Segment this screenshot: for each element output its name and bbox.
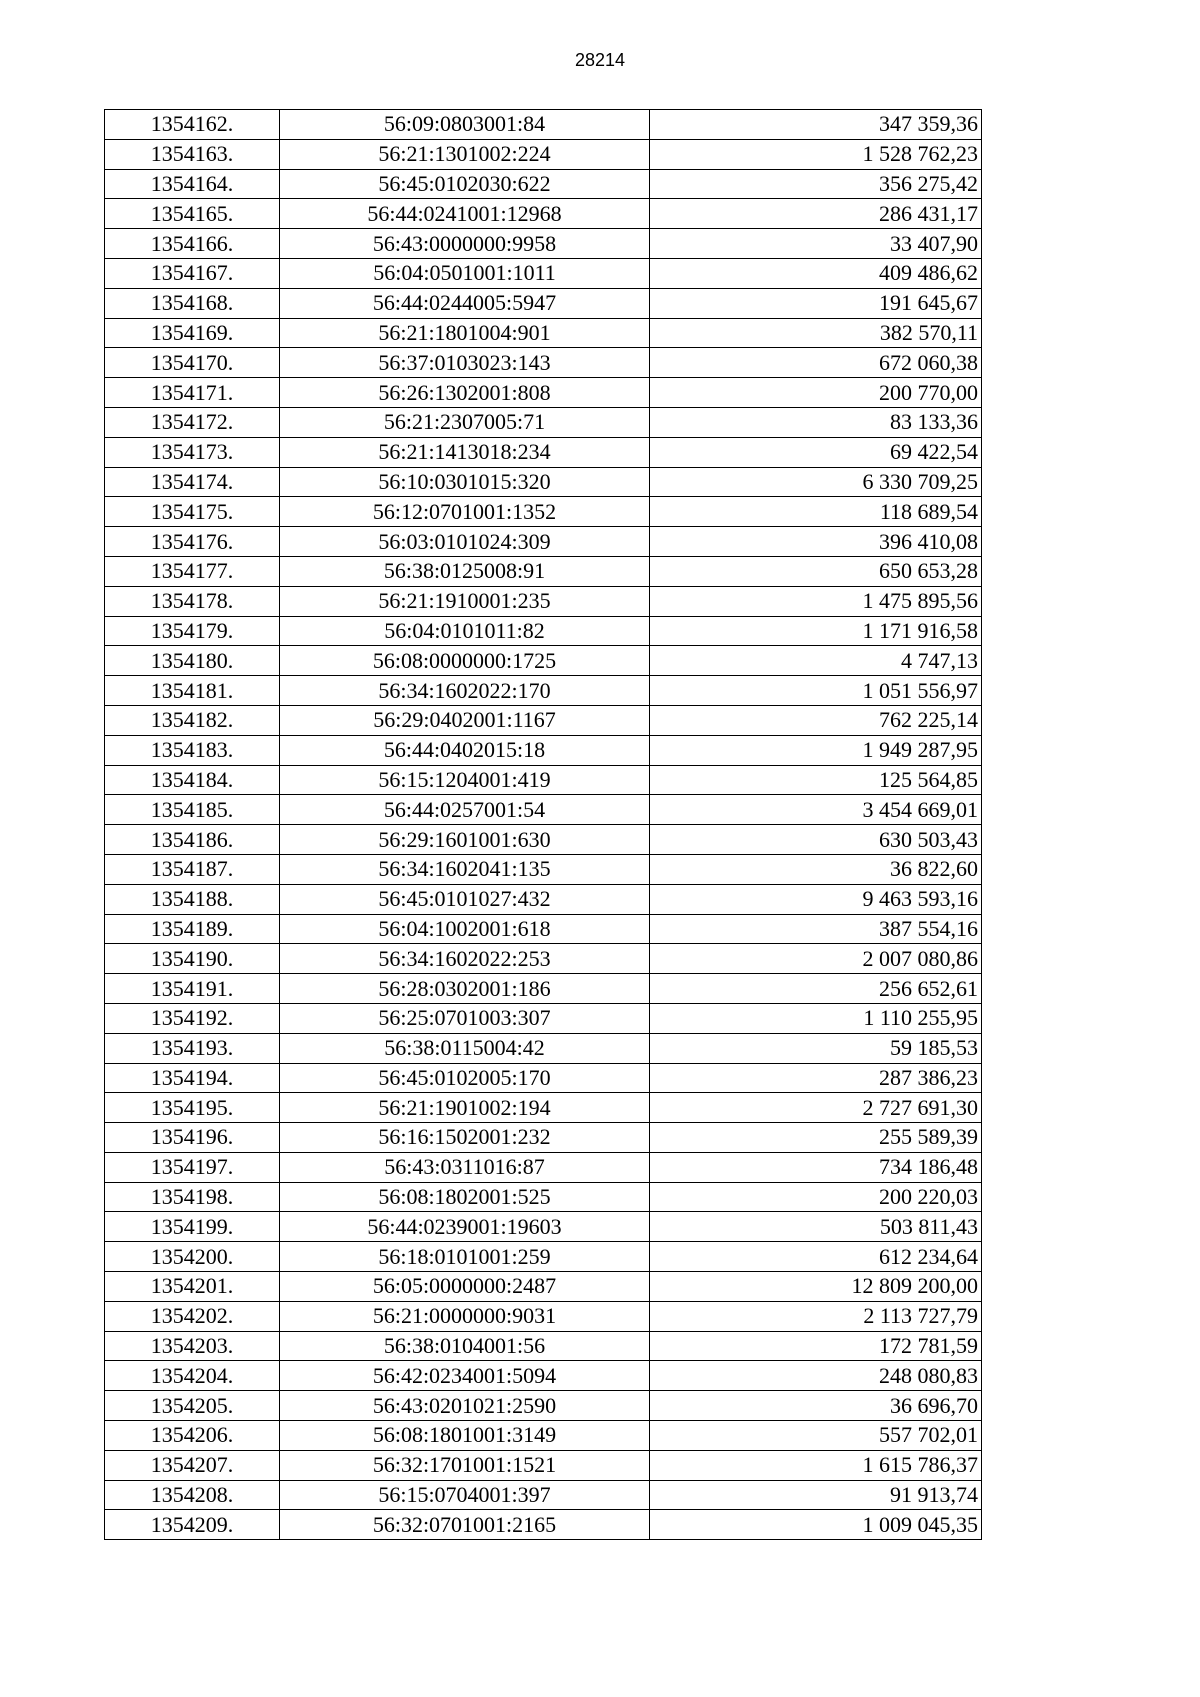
row-number-cell: 1354206.	[105, 1421, 280, 1451]
row-number-cell: 1354165.	[105, 199, 280, 229]
table-row	[105, 199, 982, 229]
cadastral-value-cell: 4 747,13	[650, 646, 982, 676]
cadastral-value-cell: 118 689,54	[650, 497, 982, 527]
row-number-cell: 1354164.	[105, 169, 280, 199]
cadastral-number-cell: 56:29:1601001:630	[280, 825, 650, 855]
table-row	[105, 556, 982, 586]
cadastral-number-cell: 56:21:1801004:901	[280, 318, 650, 348]
cadastral-number-cell: 56:09:0803001:84	[280, 110, 650, 140]
cadastral-value-cell: 200 770,00	[650, 378, 982, 408]
table-row	[105, 348, 982, 378]
cadastral-number-cell: 56:21:1301002:224	[280, 139, 650, 169]
cadastral-value-cell: 12 809 200,00	[650, 1272, 982, 1302]
cadastral-value-cell: 612 234,64	[650, 1242, 982, 1272]
cadastral-number-cell: 56:44:0241001:12968	[280, 199, 650, 229]
row-number-cell: 1354177.	[105, 556, 280, 586]
cadastral-number-cell: 56:21:1901002:194	[280, 1093, 650, 1123]
cadastral-value-cell: 287 386,23	[650, 1063, 982, 1093]
cadastral-value-cell: 650 653,28	[650, 556, 982, 586]
cadastral-number-cell: 56:34:1602022:253	[280, 944, 650, 974]
cadastral-value-cell: 1 009 045,35	[650, 1510, 982, 1540]
table-row	[105, 1242, 982, 1272]
table-row	[105, 1003, 982, 1033]
table-row	[105, 1272, 982, 1302]
cadastral-value-cell: 69 422,54	[650, 437, 982, 467]
row-number-cell: 1354178.	[105, 586, 280, 616]
table-row	[105, 169, 982, 199]
table-body	[105, 110, 982, 1540]
cadastral-value-cell: 83 133,36	[650, 407, 982, 437]
row-number-cell: 1354183.	[105, 735, 280, 765]
cadastral-number-cell: 56:43:0311016:87	[280, 1152, 650, 1182]
row-number-cell: 1354199.	[105, 1212, 280, 1242]
cadastral-number-cell: 56:43:0201021:2590	[280, 1391, 650, 1421]
row-number-cell: 1354201.	[105, 1272, 280, 1302]
table-row	[105, 676, 982, 706]
table-row	[105, 378, 982, 408]
cadastral-number-cell: 56:38:0115004:42	[280, 1033, 650, 1063]
cadastral-number-cell: 56:25:0701003:307	[280, 1003, 650, 1033]
cadastral-number-cell: 56:04:1002001:618	[280, 914, 650, 944]
table-row	[105, 616, 982, 646]
row-number-cell: 1354162.	[105, 110, 280, 140]
cadastral-value-cell: 734 186,48	[650, 1152, 982, 1182]
row-number-cell: 1354181.	[105, 676, 280, 706]
cadastral-value-cell: 36 822,60	[650, 854, 982, 884]
row-number-cell: 1354180.	[105, 646, 280, 676]
cadastral-value-cell: 1 949 287,95	[650, 735, 982, 765]
row-number-cell: 1354185.	[105, 795, 280, 825]
cadastral-number-cell: 56:32:0701001:2165	[280, 1510, 650, 1540]
cadastral-value-cell: 200 220,03	[650, 1182, 982, 1212]
row-number-cell: 1354196.	[105, 1123, 280, 1153]
table-row	[105, 258, 982, 288]
cadastral-value-cell: 6 330 709,25	[650, 467, 982, 497]
row-number-cell: 1354195.	[105, 1093, 280, 1123]
cadastral-number-cell: 56:44:0402015:18	[280, 735, 650, 765]
cadastral-number-cell: 56:34:1602041:135	[280, 854, 650, 884]
row-number-cell: 1354205.	[105, 1391, 280, 1421]
cadastral-value-cell: 347 359,36	[650, 110, 982, 140]
table-row	[105, 1152, 982, 1182]
cadastral-value-cell: 255 589,39	[650, 1123, 982, 1153]
cadastral-number-cell: 56:44:0239001:19603	[280, 1212, 650, 1242]
cadastral-number-cell: 56:18:0101001:259	[280, 1242, 650, 1272]
cadastral-number-cell: 56:08:1802001:525	[280, 1182, 650, 1212]
table-row	[105, 1480, 982, 1510]
row-number-cell: 1354168.	[105, 288, 280, 318]
table-row	[105, 854, 982, 884]
cadastral-value-cell: 387 554,16	[650, 914, 982, 944]
cadastral-number-cell: 56:38:0104001:56	[280, 1331, 650, 1361]
cadastral-value-cell: 1 171 916,58	[650, 616, 982, 646]
cadastral-number-cell: 56:15:0704001:397	[280, 1480, 650, 1510]
row-number-cell: 1354197.	[105, 1152, 280, 1182]
row-number-cell: 1354202.	[105, 1301, 280, 1331]
table-row	[105, 1063, 982, 1093]
row-number-cell: 1354204.	[105, 1361, 280, 1391]
cadastral-number-cell: 56:21:2307005:71	[280, 407, 650, 437]
cadastral-number-cell: 56:26:1302001:808	[280, 378, 650, 408]
table-row	[105, 467, 982, 497]
cadastral-value-cell: 2 727 691,30	[650, 1093, 982, 1123]
row-number-cell: 1354175.	[105, 497, 280, 527]
row-number-cell: 1354186.	[105, 825, 280, 855]
cadastral-value-cell: 503 811,43	[650, 1212, 982, 1242]
cadastral-value-cell: 2 113 727,79	[650, 1301, 982, 1331]
cadastral-value-cell: 557 702,01	[650, 1421, 982, 1451]
table-row	[105, 705, 982, 735]
table-row	[105, 497, 982, 527]
table-row	[105, 288, 982, 318]
table-row	[105, 974, 982, 1004]
table-row	[105, 1123, 982, 1153]
row-number-cell: 1354207.	[105, 1450, 280, 1480]
table-row	[105, 1093, 982, 1123]
cadastral-value-cell: 1 528 762,23	[650, 139, 982, 169]
cadastral-value-cell: 396 410,08	[650, 527, 982, 557]
cadastral-value-cell: 630 503,43	[650, 825, 982, 855]
row-number-cell: 1354190.	[105, 944, 280, 974]
cadastral-value-cell: 9 463 593,16	[650, 884, 982, 914]
row-number-cell: 1354209.	[105, 1510, 280, 1540]
row-number-cell: 1354192.	[105, 1003, 280, 1033]
row-number-cell: 1354187.	[105, 854, 280, 884]
table-row	[105, 110, 982, 140]
table-row	[105, 765, 982, 795]
table-row	[105, 1301, 982, 1331]
cadastral-number-cell: 56:44:0244005:5947	[280, 288, 650, 318]
row-number-cell: 1354172.	[105, 407, 280, 437]
cadastral-number-cell: 56:03:0101024:309	[280, 527, 650, 557]
cadastral-value-cell: 125 564,85	[650, 765, 982, 795]
cadastral-value-cell: 248 080,83	[650, 1361, 982, 1391]
cadastral-value-cell: 762 225,14	[650, 705, 982, 735]
row-number-cell: 1354198.	[105, 1182, 280, 1212]
cadastral-number-cell: 56:34:1602022:170	[280, 676, 650, 706]
row-number-cell: 1354176.	[105, 527, 280, 557]
cadastral-number-cell: 56:16:1502001:232	[280, 1123, 650, 1153]
table-row	[105, 318, 982, 348]
table-row	[105, 1510, 982, 1540]
cadastral-value-cell: 672 060,38	[650, 348, 982, 378]
cadastral-number-cell: 56:15:1204001:419	[280, 765, 650, 795]
table-row	[105, 1391, 982, 1421]
row-number-cell: 1354173.	[105, 437, 280, 467]
cadastral-number-cell: 56:04:0101011:82	[280, 616, 650, 646]
table-row	[105, 229, 982, 259]
cadastral-number-cell: 56:29:0402001:1167	[280, 705, 650, 735]
table-row	[105, 1331, 982, 1361]
table-row	[105, 914, 982, 944]
table-row	[105, 884, 982, 914]
cadastral-value-cell: 356 275,42	[650, 169, 982, 199]
row-number-cell: 1354171.	[105, 378, 280, 408]
table-row	[105, 1212, 982, 1242]
cadastral-value-cell: 256 652,61	[650, 974, 982, 1004]
cadastral-value-cell: 1 110 255,95	[650, 1003, 982, 1033]
row-number-cell: 1354188.	[105, 884, 280, 914]
table-row	[105, 944, 982, 974]
cadastral-number-cell: 56:08:0000000:1725	[280, 646, 650, 676]
table-row	[105, 825, 982, 855]
cadastral-value-cell: 172 781,59	[650, 1331, 982, 1361]
row-number-cell: 1354193.	[105, 1033, 280, 1063]
cadastral-value-cell: 36 696,70	[650, 1391, 982, 1421]
page-number: 28214	[574, 50, 626, 70]
row-number-cell: 1354203.	[105, 1331, 280, 1361]
cadastral-number-cell: 56:45:0102005:170	[280, 1063, 650, 1093]
table-row	[105, 407, 982, 437]
cadastral-number-cell: 56:21:1910001:235	[280, 586, 650, 616]
table-row	[105, 527, 982, 557]
table-row	[105, 1421, 982, 1451]
cadastral-number-cell: 56:43:0000000:9958	[280, 229, 650, 259]
cadastral-number-cell: 56:28:0302001:186	[280, 974, 650, 1004]
row-number-cell: 1354174.	[105, 467, 280, 497]
cadastral-value-cell: 1 475 895,56	[650, 586, 982, 616]
cadastral-number-cell: 56:45:0102030:622	[280, 169, 650, 199]
cadastral-number-cell: 56:45:0101027:432	[280, 884, 650, 914]
cadastral-number-cell: 56:21:0000000:9031	[280, 1301, 650, 1331]
cadastral-number-cell: 56:42:0234001:5094	[280, 1361, 650, 1391]
row-number-cell: 1354189.	[105, 914, 280, 944]
row-number-cell: 1354184.	[105, 765, 280, 795]
cadastral-number-cell: 56:10:0301015:320	[280, 467, 650, 497]
table-row	[105, 1361, 982, 1391]
cadastral-value-cell: 382 570,11	[650, 318, 982, 348]
cadastral-number-cell: 56:04:0501001:1011	[280, 258, 650, 288]
row-number-cell: 1354179.	[105, 616, 280, 646]
cadastral-number-cell: 56:12:0701001:1352	[280, 497, 650, 527]
cadastral-number-cell: 56:05:0000000:2487	[280, 1272, 650, 1302]
table-row	[105, 437, 982, 467]
row-number-cell: 1354182.	[105, 705, 280, 735]
cadastral-number-cell: 56:32:1701001:1521	[280, 1450, 650, 1480]
cadastral-value-cell: 59 185,53	[650, 1033, 982, 1063]
cadastral-value-table	[104, 109, 982, 1540]
cadastral-number-cell: 56:44:0257001:54	[280, 795, 650, 825]
cadastral-value-cell: 191 645,67	[650, 288, 982, 318]
row-number-cell: 1354169.	[105, 318, 280, 348]
row-number-cell: 1354167.	[105, 258, 280, 288]
table-row	[105, 1033, 982, 1063]
table-row	[105, 1450, 982, 1480]
cadastral-value-cell: 33 407,90	[650, 229, 982, 259]
table-row	[105, 139, 982, 169]
row-number-cell: 1354166.	[105, 229, 280, 259]
table-row	[105, 1182, 982, 1212]
row-number-cell: 1354200.	[105, 1242, 280, 1272]
table-row	[105, 646, 982, 676]
table-row	[105, 795, 982, 825]
cadastral-number-cell: 56:37:0103023:143	[280, 348, 650, 378]
cadastral-value-cell: 1 051 556,97	[650, 676, 982, 706]
row-number-cell: 1354170.	[105, 348, 280, 378]
table-row	[105, 586, 982, 616]
cadastral-number-cell: 56:08:1801001:3149	[280, 1421, 650, 1451]
cadastral-value-cell: 3 454 669,01	[650, 795, 982, 825]
cadastral-number-cell: 56:21:1413018:234	[280, 437, 650, 467]
row-number-cell: 1354191.	[105, 974, 280, 1004]
cadastral-value-cell: 286 431,17	[650, 199, 982, 229]
cadastral-value-cell: 2 007 080,86	[650, 944, 982, 974]
table-row	[105, 735, 982, 765]
cadastral-value-cell: 91 913,74	[650, 1480, 982, 1510]
row-number-cell: 1354163.	[105, 139, 280, 169]
cadastral-value-cell: 409 486,62	[650, 258, 982, 288]
cadastral-number-cell: 56:38:0125008:91	[280, 556, 650, 586]
row-number-cell: 1354208.	[105, 1480, 280, 1510]
cadastral-value-cell: 1 615 786,37	[650, 1450, 982, 1480]
row-number-cell: 1354194.	[105, 1063, 280, 1093]
